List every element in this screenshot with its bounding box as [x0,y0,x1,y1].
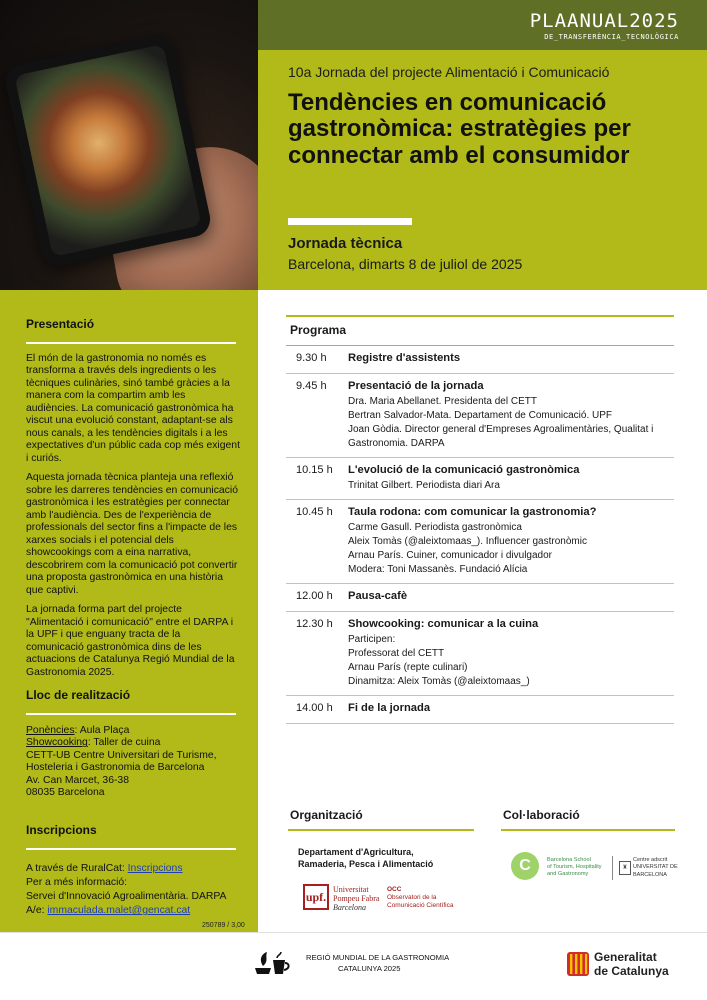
program-time: 10.15 h [296,464,333,476]
program-row [286,458,674,500]
venue-name: CETT-UB Centre Universitari de Turisme, Hosteleria i Gastronomia de Barcelona [26,749,217,774]
inscripcions-prefix: A través de RuralCat: [26,863,128,874]
program-row [286,696,674,724]
occ-line-1: OCC [387,886,402,893]
inscripcions-divider [26,848,236,850]
upf-logo-icon: upf. [303,884,329,910]
program-time: 14.00 h [296,702,333,714]
plan-logo-main: PLAANUAL2025 [529,10,679,32]
ub-logo-text [633,857,678,879]
department-line-2: Ramaderia, Pesca i Alimentació [298,859,434,870]
program-item-detail: Modera: Toni Massanès. Fundació Alícia [348,564,528,575]
ub-line-3: BARCELONA [633,871,667,878]
program-section [286,315,674,724]
header-band [258,0,707,290]
hero-photo [0,0,258,290]
program-item-detail: Dra. Maria Abellanet. Presidenta del CETT [348,396,537,407]
collaboracio-heading: Col·laboració [503,808,580,822]
event-kicker: 10a Jornada del projecte Alimentació i Comunicació [288,64,610,80]
program-row [286,500,674,584]
program-body [348,380,674,451]
ponencies-value: : Aula Plaça [74,725,130,736]
program-body [348,590,674,605]
inscripcions-heading: Inscripcions [26,823,97,837]
program-body [348,702,674,717]
program-item-title: Presentació de la jornada [348,380,484,392]
program-item-detail: Participen: [348,634,396,645]
logo-divider [612,856,613,880]
gencat-line-2: de Catalunya [594,963,669,978]
program-item-detail: Arnau París. Cuiner, comunicador i divulgador [348,550,552,561]
occ-line-3: Comunicació Científica [387,901,454,909]
program-row [286,612,674,696]
inscripcions-line [26,862,240,876]
program-body [348,506,674,577]
title-divider [288,218,412,225]
presentacio-paragraph-2: Aquesta jornada tècnica planteja una reflexió sobre les darreres tendències en comunicació gastronòmica i les estratègies per connectar amb l'audiència. Des de l'experiència de professionals del sector fins a l'impacte de les xarxes socials i el potencial dels showcookings com a eina narrativa, descobrirem com la comunicació pot convertir una proposta gastronòmica en una història que captivi. [26,472,238,596]
email-link[interactable]: immaculada.malet@gencat.cat [47,905,191,917]
generalitat-logo-icon [567,952,589,976]
plan-logo-sub: DE_TRANSFERÈNCIA_TECNOLÒGICA [544,33,679,41]
program-item-detail: Joan Gòdia. Director general d'Empreses Agroalimentàries, Qualitat i Gastronomia. DARPA [348,424,654,449]
inscripcions-text [26,862,240,918]
program-item-detail: Aleix Tomàs (@aleixtomaas_). Influencer gastronòmic [348,536,587,547]
regio-line-2: CATALUNYA 2025 [338,964,401,974]
upf-line-2: Pompeu Fabra [333,894,380,904]
collaboracio-divider [501,829,675,831]
program-item-detail: Trinitat Gilbert. Periodista diari Ara [348,480,500,491]
lloc-heading: Lloc de realització [26,688,131,702]
event-date: Barcelona, dimarts 8 de juliol de 2025 [288,256,523,272]
ub-line-1: Centre adscrit [633,857,668,863]
email-prefix: A/e: [26,905,48,917]
ponencies-line [26,725,240,737]
organitzacio-heading: Organització [290,808,363,822]
info-label: Per a més informació: [26,877,128,889]
program-item-title: Taula rodona: com comunicar la gastronomia? [348,506,597,518]
program-item-title: L'evolució de la comunicació gastronòmica [348,464,580,476]
lloc-divider [26,713,236,715]
presentacio-heading: Presentació [26,317,95,331]
program-item-detail: Dinamitza: Aleix Tomàs (@aleixtomaas_) [348,676,530,687]
program-row [286,374,674,458]
program-row [286,345,674,374]
regio-mundial-text [306,952,449,975]
cett-logo-icon: C [511,852,539,880]
program-row [286,584,674,612]
page-title: Tendències en comunicació gastronòmica: estratègies per connectar amb el consumidor [288,89,631,169]
occ-line-2: Observatori de la [387,893,437,901]
ub-shield-icon: ♜ [619,861,631,875]
program-item-title: Fi de la jornada [348,702,431,714]
showcooking-line [26,737,240,749]
ponencies-label: Ponències [26,725,75,736]
info-service: Servei d'Innovació Agroalimentària. DARPA [26,891,227,903]
presentacio-paragraph-1: El món de la gastronomia no només es transforma a través dels ingredients o les tècniques culinàries, sinó també gràcies a la manera com la compartim amb les audiències. La comunicació gastronòmica ha viscut una evolució constant, adaptant-se als nous canals, a les tendències digitals i a les expectatives d'un públic cada cop més exigent i curiós. [26,353,240,464]
regio-mundial-gastronomia-icon [251,950,293,976]
presentacio-paragraph-3: La jornada forma part del projecte "Alimentació i comunicació" entre el DARPA i la UPF i que enguany tracta de la comunicació gastronòmica dins de les actuacions de Catalunya Regió Mundial de la Gastronomia 2025. [26,604,235,678]
program-item-detail: Carme Gasull. Periodista gastronòmica [348,522,522,533]
cett-line-1: Barcelona School [547,857,591,863]
email-line [26,904,240,918]
venue-address-1: Av. Can Marcet, 36-38 [26,774,129,786]
ub-line-2: UNIVERSITAT DE [633,864,678,871]
occ-logo-text [387,886,453,909]
program-item-title: Pausa-cafè [348,590,408,602]
gencat-line-1: Generalitat [594,950,657,964]
showcooking-value: : Taller de cuina [87,737,161,749]
department-line-1: Departament d'Agricultura, [298,847,414,857]
info-sidebar [0,290,258,932]
venue-address-2: 08035 Barcelona [26,787,105,799]
presentacio-text [26,353,240,686]
organitzacio-divider [288,829,474,831]
upf-line-3: Barcelona [333,903,367,913]
phone-image [3,32,214,268]
presentacio-divider [26,342,236,344]
reference-code: 250789 / 3,00 [202,922,245,929]
program-time: 9.30 h [296,352,327,364]
program-table [286,345,674,724]
program-time: 10.45 h [296,506,333,518]
program-heading: Programa [290,323,347,337]
generalitat-logo-text [594,951,669,979]
phone-screen-food [14,44,201,257]
inscripcions-link[interactable]: Inscripcions [127,863,183,874]
upf-logo-text [333,885,379,913]
cett-logo-text [547,857,602,878]
program-item-title: Registre d'assistents [348,352,461,364]
program-body [348,464,674,493]
program-item-detail: Professorat del CETT [348,648,445,659]
cett-line-2: of Tourism, Hospitality [547,863,602,870]
cett-line-3: and Gastronomy [547,870,589,877]
program-time: 9.45 h [296,380,327,392]
upf-line-1: Universitat [333,885,369,894]
program-body [348,352,674,367]
program-item-title: Showcooking: comunicar a la cuina [348,618,539,630]
program-time: 12.30 h [296,618,333,630]
regio-line-1: REGIÓ MUNDIAL DE LA GASTRONOMIA [306,953,450,962]
lloc-text [26,725,240,800]
program-body [348,618,674,689]
showcooking-label: Showcooking [26,737,88,749]
department-name [298,846,433,870]
event-type: Jornada tècnica [288,235,403,252]
program-time: 12.00 h [296,590,333,602]
program-item-detail: Bertran Salvador-Mata. Departament de Comunicació. UPF [348,410,613,421]
program-item-detail: Arnau París (repte culinari) [348,662,468,673]
plan-anual-logo [530,10,679,41]
